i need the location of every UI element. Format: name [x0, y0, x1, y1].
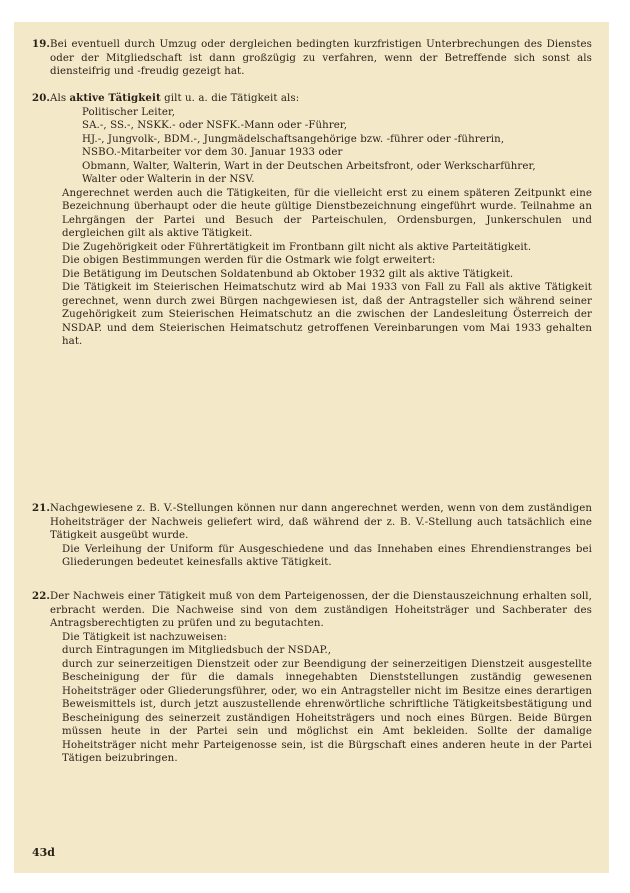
- paragraph: Der Nachweis einer Tätigkeit muß von dem Parteigenossen, der die Dienstauszeichnung erhalten soll, erbracht werden. Die Nachweise sind von dem zuständigen Hoheitsträger und Sachberater des Antragsberechtigten zu prüfen und zu begutachten.: [50, 591, 592, 629]
- list-item: NSBO.-Mitarbeiter vor dem 30. Januar 1933 oder: [82, 147, 343, 158]
- list-item: HJ.-, Jungvolk-, BDM.-, Jungmädelschaftsangehörige bzw. -führer oder -führerin,: [82, 133, 505, 145]
- paragraph: Die Zugehörigkeit oder Führertätigkeit im Frontbann gilt nicht als aktive Parteitätigkeit.: [62, 241, 532, 253]
- page-folio: 43d: [32, 846, 55, 859]
- paragraph: Die Tätigkeit ist nachzuweisen:: [62, 631, 227, 643]
- section-number: 21.: [32, 502, 51, 514]
- section-number: 20.: [32, 92, 51, 104]
- list-item: Obmann, Walter, Walterin, Wart in der Deutschen Arbeitsfront, oder Werkscharführer,: [82, 160, 536, 172]
- activity-list: [50, 106, 592, 187]
- paragraph: Angerechnet werden auch die Tätigkeiten, für die vielleicht erst zu einem späteren Zeitpunkt eine Bezeichnung überhaupt oder die heute gültige Dienstbezeichnung eingeführt wurde. Teilnahme an Lehrgängen der Partei und Besuch der Parteischulen, Ordensburgen, Junkerschulen und dergleichen gilt als aktive Tätigkeit.: [62, 187, 592, 239]
- paragraph: durch zur seinerzeitigen Dienstzeit oder zur Beendigung der seinerzeitigen Dienstzeit ausgestellte Bescheinigung der für die damals innegehabten Dienststellungen zuständig gewesenen Hoheitsträger oder Gliederungsführer, oder, wo ein Antragsteller nicht im Besitze eines derartigen Beweismittels ist, durch jetzt auszustellende ehrenwörtliche schriftliche Tätigkeitsbestätigung und Bescheinigung des seinerzeit zuständigen Hoheitsträgers und noch eines Bürgen. Beide Bürgen müssen heute in der Partei sein und möglichst ein Amt bekleiden. Sollte der damalige Hoheitsträger nicht mehr Parteigenosse sein, ist die Bürgschaft eines anderen heute in der Partei Tätigen beizubringen.: [62, 658, 592, 764]
- paragraph: Die Betätigung im Deutschen Soldatenbund ab Oktober 1932 gilt als aktive Tätigkeit.: [62, 268, 514, 280]
- paragraph: Die Tätigkeit im Steierischen Heimatschutz wird ab Mai 1933 von Fall zu Fall als aktive Tätigkeit gerechnet, wenn durch zwei Bürgen nachgewiesen ist, daß der Antragsteller sich während seiner Zugehörigkeit zum Steierischen Heimatschutz an die zwischen der Landesleitung Österreich der NSDAP. und dem Steierischen Heimatschutz getroffenen Vereinbarungen vom Mai 1933 gehalten hat.: [62, 282, 592, 347]
- paragraph: Nachgewiesene z. B. V.-Stellungen können nur dann angerechnet werden, wenn von dem zuständigen Hoheitsträger der Nachweis geliefert wird, daß während der z. B. V.-Stellung auch tatsächlich eine Tätigkeit ausgeübt wurde.: [50, 503, 592, 541]
- list-item: SA.-, SS.-, NSKK.- oder NSFK.-Mann oder -Führer,: [82, 120, 348, 131]
- list-item: Politischer Leiter,: [82, 106, 176, 118]
- paragraph: Die Verleihung der Uniform für Ausgeschiedene und das Innehaben eines Ehrendienstranges bei Gliederungen bedeutet keinesfalls aktive Tätigkeit.: [62, 543, 592, 568]
- document-page: [14, 22, 609, 873]
- section-intro: Als aktive Tätigkeit gilt u. a. die Tätigkeit als:: [50, 92, 300, 104]
- term-aktive-taetigkeit: aktive Tätigkeit: [69, 92, 161, 104]
- section-22: [32, 590, 592, 766]
- paragraph: Die obigen Bestimmungen werden für die Ostmark wie folgt erweitert:: [62, 255, 436, 266]
- section-19: [32, 38, 592, 79]
- section-21: [32, 502, 592, 570]
- section-number: 19.: [32, 38, 51, 50]
- section-20: [32, 92, 592, 349]
- section-number: 22.: [32, 590, 51, 602]
- paragraph: durch Eintragungen im Mitgliedsbuch der NSDAP.,: [62, 645, 332, 656]
- list-item: Walter oder Walterin in der NSV.: [82, 174, 255, 185]
- section-text: Bei eventuell durch Umzug oder dergleichen bedingten kurzfristigen Unterbrechungen des Dienstes oder der Mitgliedschaft ist dann großzügig zu verfahren, wenn der Betreffende sich sonst als diensteifrig und -freudig gezeigt hat.: [50, 39, 592, 77]
